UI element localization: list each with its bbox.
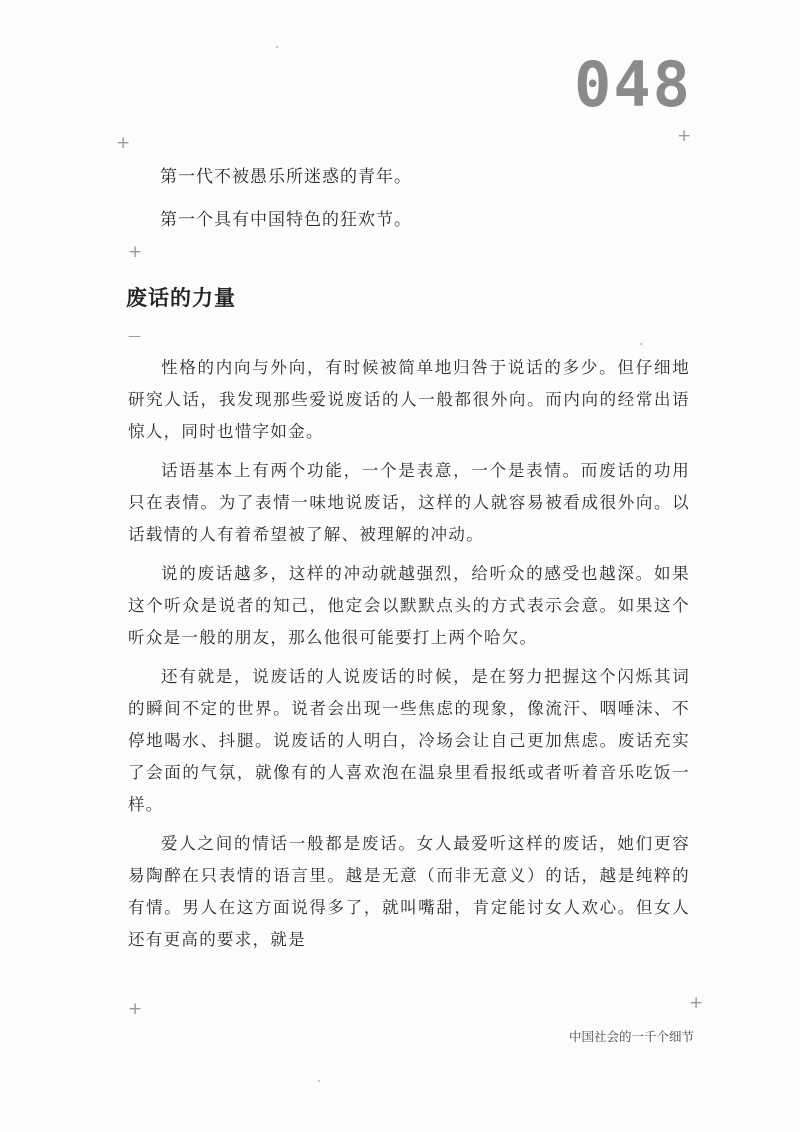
registration-mark-top-left: + bbox=[116, 133, 131, 153]
section-title: 废话的力量 bbox=[126, 286, 236, 310]
registration-mark-dash: — bbox=[128, 329, 141, 344]
scan-speck bbox=[318, 1080, 320, 1082]
paragraph: 话语基本上有两个功能，一个是表意，一个是表情。而废话的功用只在表情。为了表情一味地说废话，这样的人就容易被看成很外向。以话载情的人有着希望被了解、被理解的冲动。 bbox=[128, 461, 690, 544]
lead-line-1: 第一代不被愚乐所迷惑的青年。 bbox=[160, 167, 412, 187]
scan-speck bbox=[640, 343, 642, 345]
scan-speck bbox=[276, 46, 278, 48]
paragraph: 还有就是，说废话的人说废话的时候，是在努力把握这个闪烁其词的瞬间不定的世界。说者会出现一些焦虑的现象，像流汗、咽唾沫、不停地喝水、抖腿。说废话的人明白，冷场会让自己更加焦虑。废话充实了会面的气氛，就像有的人喜欢泡在温泉里看报纸或者听着音乐吃饭一样。 bbox=[128, 667, 690, 814]
running-footer: 中国社会的一千个细节 bbox=[568, 1029, 694, 1044]
lead-line-2: 第一个具有中国特色的狂欢节。 bbox=[160, 210, 412, 230]
paragraph: 说的废话越多，这样的冲动就越强烈，给听众的感受也越深。如果这个听众是说者的知己，他定会以默默点头的方式表示会意。如果这个听众是一般的朋友，那么他很可能要打上两个哈欠。 bbox=[128, 564, 690, 647]
registration-mark-bottom-left: + bbox=[128, 999, 143, 1019]
section-body bbox=[128, 352, 690, 963]
registration-mark-bottom-right: + bbox=[689, 993, 704, 1013]
registration-mark-mid-left: + bbox=[128, 242, 143, 262]
paragraph: 性格的内向与外向，有时候被简单地归咎于说话的多少。但仔细地研究人话，我发现那些爱说废话的人一般都很外向。而内向的经常出语惊人，同时也惜字如金。 bbox=[128, 358, 690, 441]
paragraph: 爱人之间的情话一般都是废话。女人最爱听这样的废话，她们更容易陶醉在只表情的语言里。越是无意（而非无意义）的话，越是纯粹的有情。男人在这方面说得多了，就叫嘴甜，肯定能讨女人欢心。但女人还有更高的要求，就是 bbox=[128, 834, 690, 949]
page-number: 048 bbox=[574, 48, 692, 121]
registration-mark-top-right: + bbox=[677, 126, 692, 146]
